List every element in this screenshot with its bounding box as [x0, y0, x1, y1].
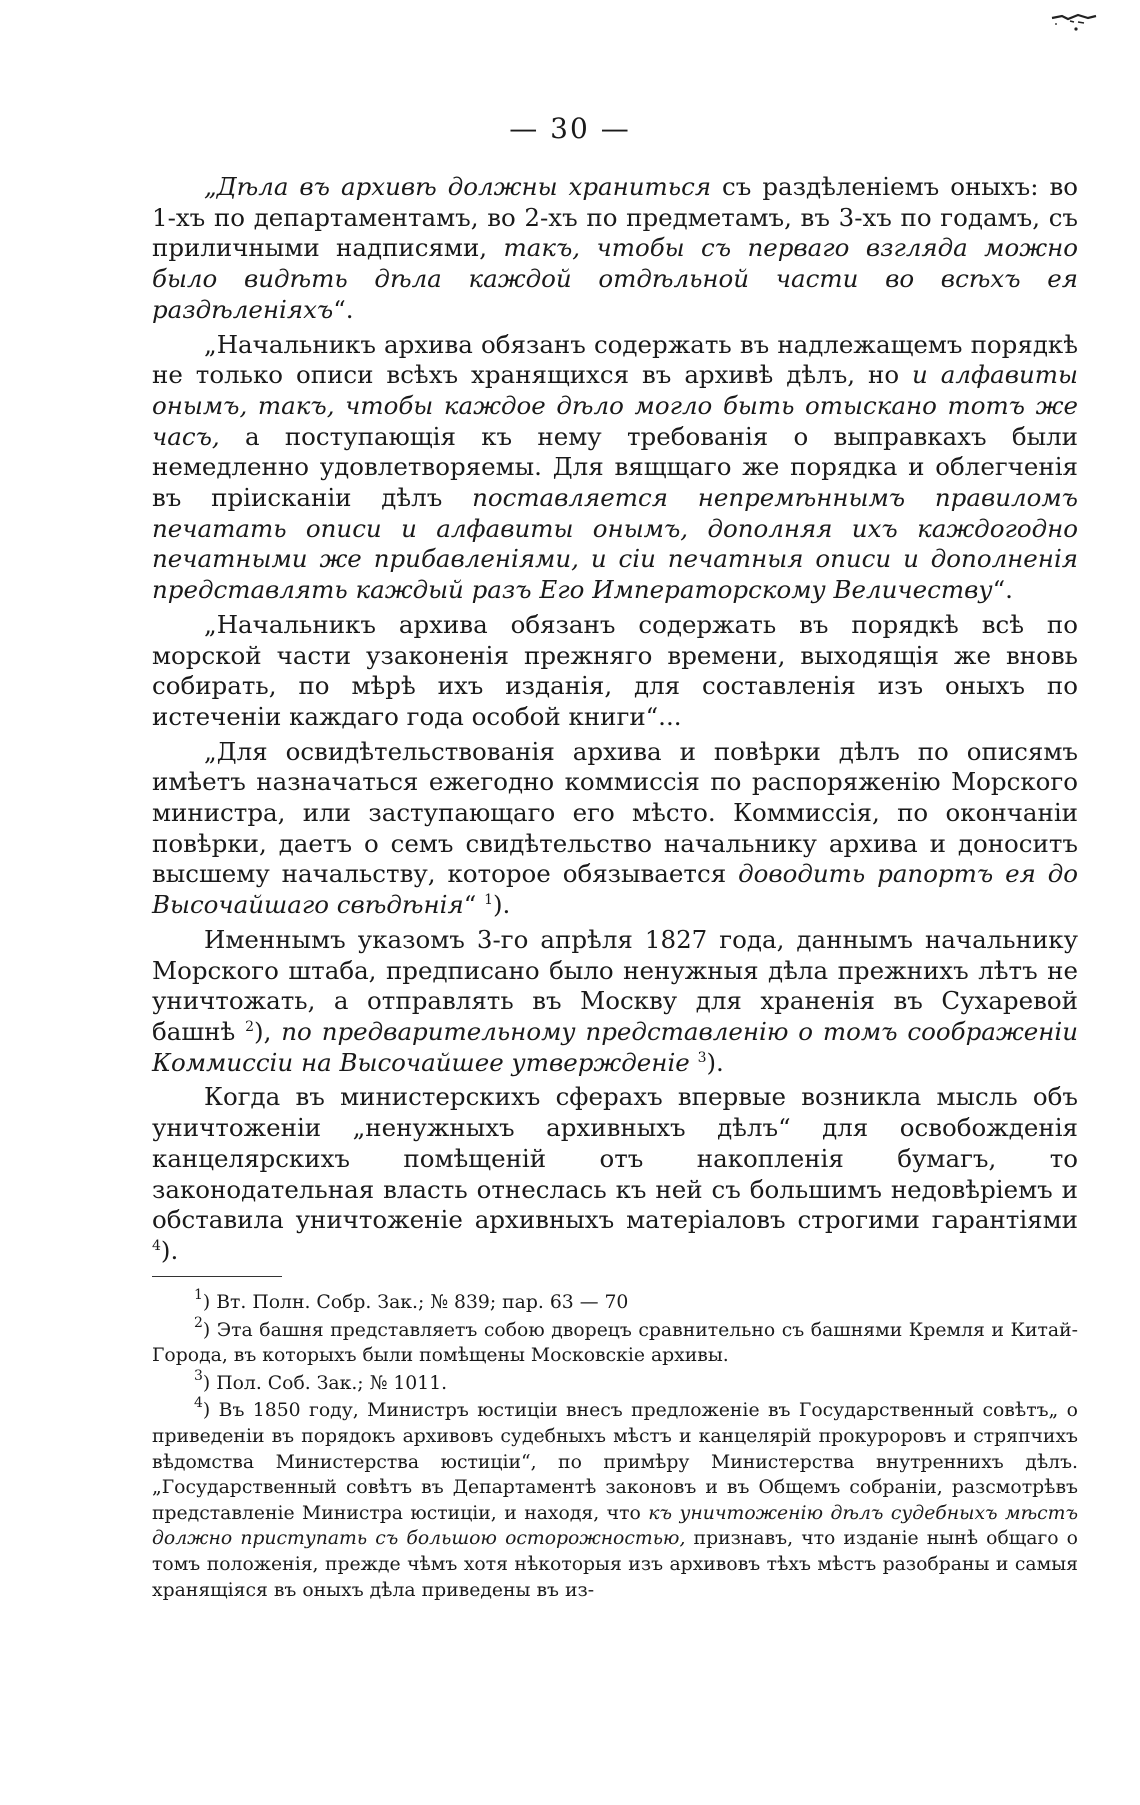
footnote	[152, 1287, 1078, 1316]
italic-text: и алфавиты онымъ, такъ, чтобы каждое дѣло могло быть отыскано тотъ же часъ,	[152, 360, 1078, 451]
footnote-ref: 2	[194, 1314, 203, 1331]
text-segment: ),	[254, 1016, 282, 1046]
paragraph	[152, 1082, 1078, 1266]
text-segment: „Начальникъ архива обязанъ содержать въ порядкѣ всѣ по морской части узаконенія прежняго времени, выходящія же вновь собирать, по мѣрѣ ихъ изданія, для составленія изъ оныхъ по истеченіи каждаго года особой книги“...	[152, 609, 1078, 731]
paragraph	[152, 925, 1078, 1079]
text-segment: ).	[706, 1047, 724, 1077]
footnote-divider	[152, 1276, 282, 1277]
text-segment: ).	[160, 1235, 179, 1265]
text-segment: Именнымъ указомъ 3-го апрѣля 1827 года, даннымъ начальнику Морского штаба, предписано было ненужныя дѣла прежнихъ лѣтъ не уничтожать, а отправлять въ Москву для храненія въ Сухаревой башнѣ	[152, 924, 1078, 1046]
footnotes	[152, 1287, 1079, 1605]
footnote-ref: 3	[194, 1367, 203, 1384]
footnote	[152, 1314, 1078, 1369]
text-segment: признавъ, что изданіе нынѣ общаго о томъ положенія, прежде чѣмъ хотя нѣкоторыя изъ архивовъ тѣхъ мѣстъ разобраны и самыя хранящіяся въ оныхъ дѣла приведены въ из-	[152, 1528, 1078, 1601]
italic-text: доводить рапортъ ея до Высочайшаго свѣдѣнія	[152, 859, 1079, 920]
library-stamp-mark	[1048, 10, 1100, 36]
text-segment: ).	[492, 890, 511, 920]
text-segment: ) Эта башня представляетъ собою дворецъ сравнительно съ башнями Кремля и Китай-Города, въ которыхъ были помѣщены Московскіе архивы.	[152, 1319, 1078, 1367]
footnote-ref: 3	[697, 1049, 707, 1066]
italic-text: поставляется непремѣннымъ правиломъ печатать описи и алфавиты онымъ, дополняя ихъ каждогодно печатными же прибавленіями, и сіи печатныя описи и дополненія представлять каждый разъ Его Императорскому Величеству	[152, 483, 1078, 605]
paragraph	[152, 610, 1078, 733]
text-segment: ) Вт. Полн. Собр. Зак.; № 839; пар. 63 — 70	[202, 1292, 629, 1313]
footnote-ref: 4	[152, 1237, 161, 1254]
footnote-ref: 4	[194, 1395, 203, 1412]
italic-text: къ уничтоженію дѣлъ судебныхъ мѣстъ должно приступать съ большою осторожностью,	[152, 1502, 1079, 1550]
footnote	[152, 1395, 1079, 1603]
text-segment: а поступающія къ нему требованія о выправкахъ были немедленно удовлетворяемы. Для вящщаго же порядка и облегченія въ пріисканіи дѣлъ	[152, 421, 1078, 513]
text-segment: Когда въ министерскихъ сферахъ впервые возникла мысль объ уничтоженіи „ненужныхъ архивныхъ дѣлъ“ для освобожденія канцелярскихъ помѣщеній отъ накопленія бумагъ, то законодательная власть отнеслась къ ней съ большимъ недовѣріемъ и обставила уничтоженіе архивныхъ матеріаловъ строгими гарантіями	[152, 1082, 1078, 1235]
paragraph	[152, 172, 1078, 326]
text-segment: “.	[992, 575, 1013, 605]
text-segment: “.	[333, 294, 354, 324]
italic-text: по предварительному представленію о томъ соображеніи Коммиссіи на Высочайшее утвержденіе	[152, 1016, 1078, 1077]
paragraph	[152, 330, 1078, 606]
page-number: — 30 —	[509, 112, 631, 145]
italic-text: „Дѣла въ архивѣ должны храниться	[204, 172, 712, 201]
text-segment: „Начальникъ архива обязанъ содержать въ надлежащемъ порядкѣ не только описи всѣхъ хранящихся въ архивѣ дѣлъ, но	[152, 329, 1078, 390]
footnote-ref: 1	[484, 892, 493, 909]
footnote-ref: 2	[245, 1018, 255, 1035]
text-segment: “	[463, 890, 485, 920]
text-segment: „Для освидѣтельствованія архива и повѣрки дѣлъ по описямъ имѣетъ назначаться ежегодно коммиссія по распоряженію Морского министра, или заступающаго его мѣсто. Коммиссія, по окончаніи повѣрки, даетъ о семъ свидѣтельство начальнику архива и доноситъ высшему начальству, которое обязывается	[152, 736, 1078, 889]
text-segment: ) Пол. Соб. Зак.; № 1011.	[202, 1372, 448, 1394]
main-text	[152, 172, 1078, 1271]
footnote	[152, 1367, 1078, 1397]
italic-text: такъ, чтобы съ перваго взгляда можно было видѣть дѣла каждой отдѣльной части во всѣхъ ея раздѣленіяхъ	[152, 233, 1078, 324]
text-segment	[690, 1048, 698, 1077]
footnote-ref: 1	[194, 1287, 203, 1303]
paragraph	[152, 737, 1078, 921]
text-segment: ) Въ 1850 году, Министръ юстиціи внесъ предложеніе въ Государственный совѣтъ„ о приведеніи въ порядокъ архивовъ судебныхъ мѣстъ и канцелярій прокуроровъ и стряпчихъ вѣдомства Министерства юстиціи“, по примѣру Министерства внутреннихъ дѣлъ. „Государственный совѣтъ въ Департаментѣ законовъ и въ Общемъ собраніи, разсмотрѣвъ представленіе Министра юстиціи, и находя, что	[152, 1400, 1078, 1524]
text-segment: съ раздѣленіемъ оныхъ: во 1-хъ по департаментамъ, во 2-хъ по предметамъ, въ 3-хъ по годамъ, съ приличными надписями,	[152, 172, 1078, 263]
